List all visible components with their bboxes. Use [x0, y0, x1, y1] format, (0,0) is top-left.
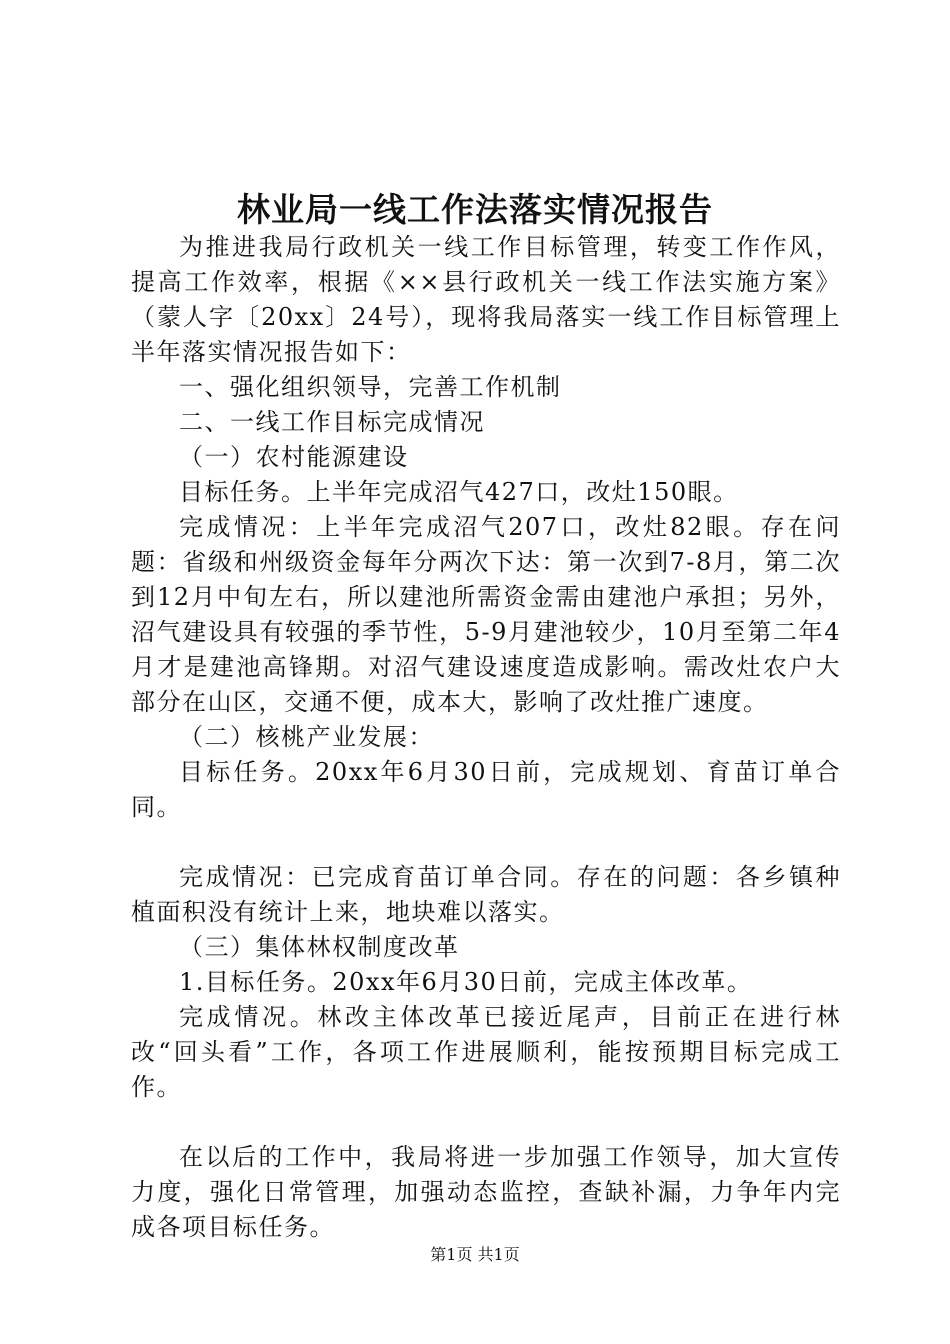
paragraph-status-1: 完成情况：上半年完成沼气207口，改灶82眼。存在问题：省级和州级资金每年分两次下达：第一次到7-8月，第二次到12月中旬左右，所以建池所需资金需由建池户承担；另外，沼气建设具有较强的季节性，5-9月建池较少，10月至第二年4月才是建池高锋期。对沼气建设速度造成影响。需改灶农户大部分在山区，交通不便，成本大，影响了改灶推广速度。: [131, 513, 841, 716]
heading-subsection-2: （二）核桃产业发展：: [179, 723, 434, 751]
heading-section-1: 一、强化组织领导，完善工作机制: [179, 373, 562, 401]
heading-section-2: 二、一线工作目标完成情况: [179, 408, 485, 436]
paragraph-target-2: 目标任务。20xx年6月30日前，完成规划、育苗订单合同。: [131, 758, 841, 821]
paragraph-status-2: 完成情况：已完成育苗订单合同。存在的问题：各乡镇种植面积没有统计上来，地块难以落实。: [131, 863, 841, 926]
heading-subsection-3: （三）集体林权制度改革: [179, 933, 460, 961]
page-footer: 第1页 共1页: [430, 1245, 520, 1264]
heading-subsection-1: （一）农村能源建设: [179, 443, 409, 471]
paragraph-status-3: 完成情况。林改主体改革已接近尾声，目前正在进行林改“回头看”工作，各项工作进展顺利，能按预期目标完成工作。: [131, 1003, 841, 1101]
paragraph-target-1: 目标任务。上半年完成沼气427口，改灶150眼。: [179, 478, 739, 506]
document-body: [131, 230, 841, 1245]
paragraph-intro: 为推进我局行政机关一线工作目标管理，转变工作作风，提高工作效率，根据《××县行政机关一线工作法实施方案》（蒙人字〔20xx〕24号），现将我局落实一线工作目标管理上半年落实情况报告如下：: [131, 233, 841, 366]
document-title: 林业局一线工作法落实情况报告: [237, 190, 713, 229]
paragraph-target-3: 1.目标任务。20xx年6月30日前，完成主体改革。: [179, 968, 753, 996]
paragraph-conclusion: 在以后的工作中，我局将进一步加强工作领导，加大宣传力度，强化日常管理，加强动态监控，查缺补漏，力争年内完成各项目标任务。: [131, 1143, 841, 1241]
